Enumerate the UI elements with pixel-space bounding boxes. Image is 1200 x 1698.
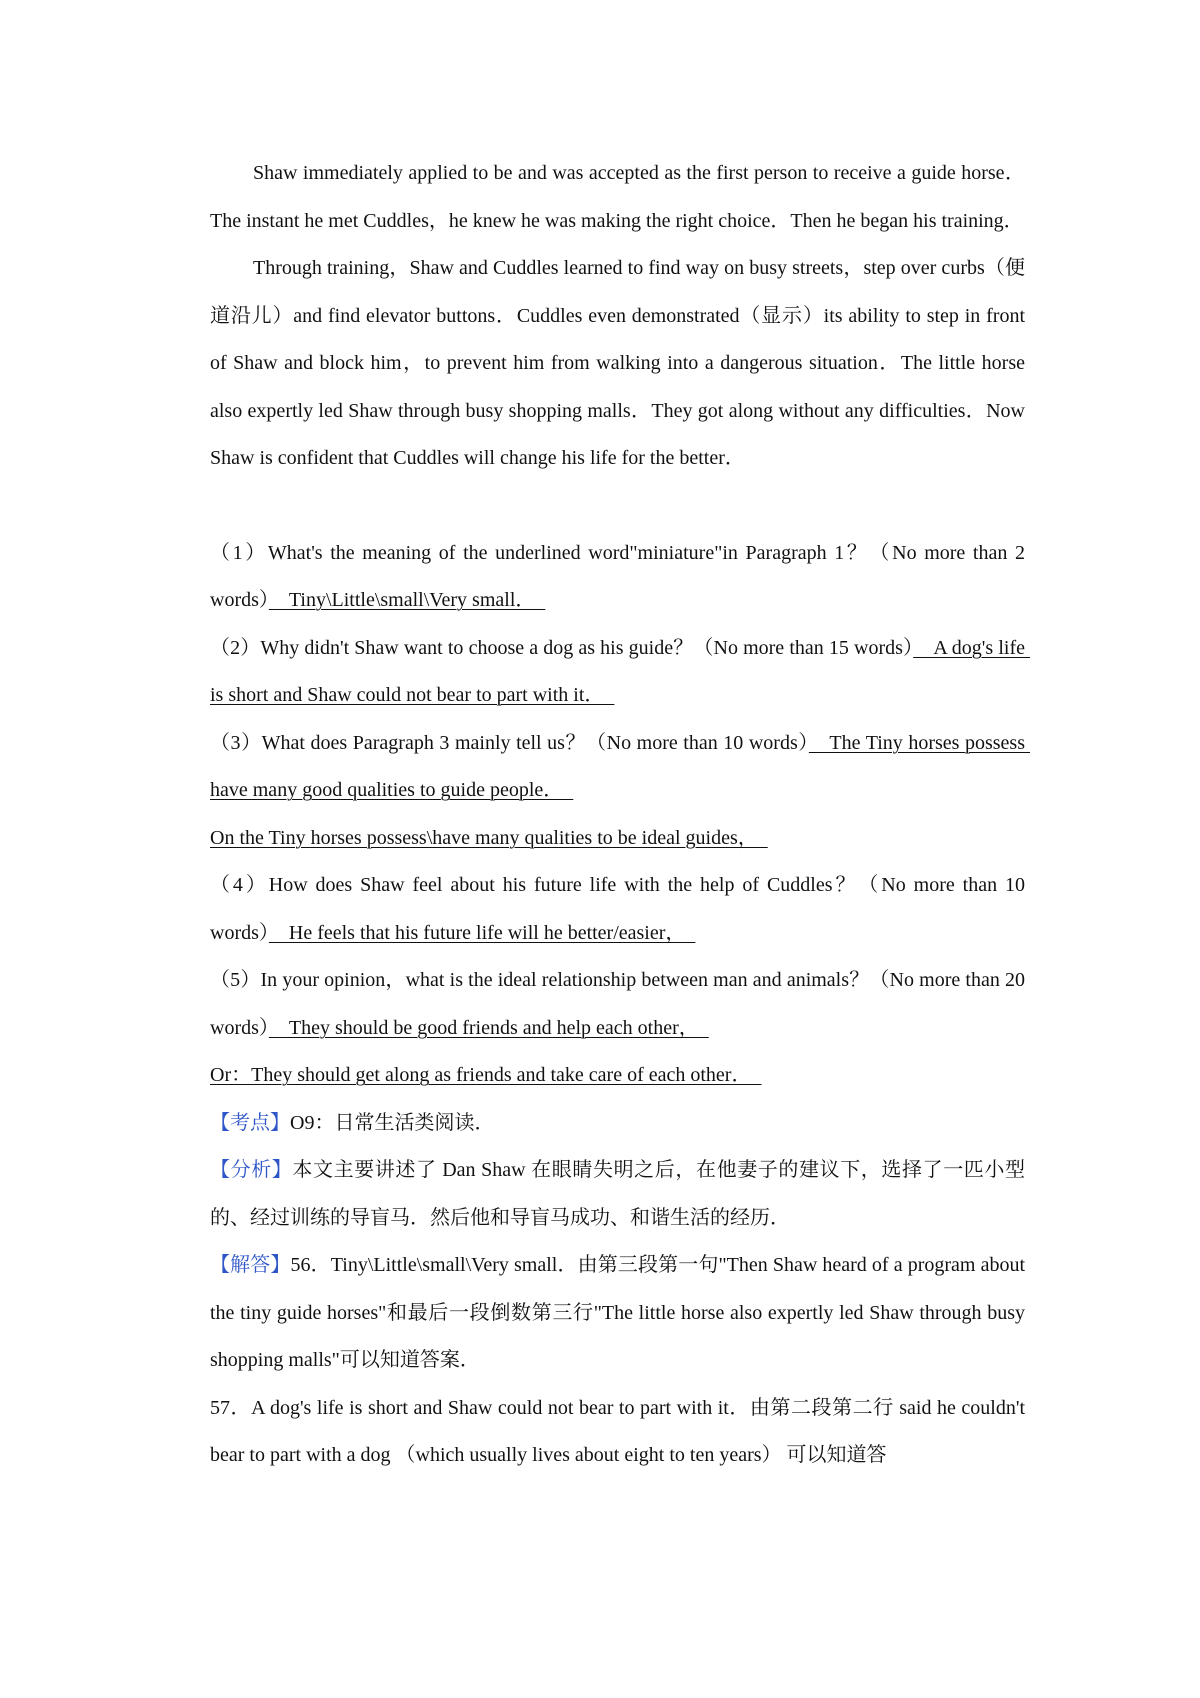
answer-57: 57．A dog's life is short and Shaw could not bear to part with it．由第二段第二行 said he couldn't bear to part with a dog （which usually lives about eight to ten years） 可以知道答 <box>210 1396 1025 1466</box>
answer-text: He feels that his future life will he better/easier， <box>268 921 696 944</box>
question-text: （2）Why didn't Shaw want to choose a dog as his guide？（No more than 15 words） <box>210 636 914 659</box>
fenxi-label: 【分析】 <box>210 1159 293 1181</box>
answer-text: The Tiny horses possess have many good qualities to guide people． <box>210 731 1030 801</box>
jieda-section <box>210 1242 1025 1385</box>
fenxi-text: 本文主要讲述了 Dan Shaw 在眼睛失明之后，在他妻子的建议下，选择了一匹小型的、经过训练的导盲马．然后他和导盲马成功、和谐生活的经历． <box>210 1159 1026 1229</box>
question-5-extra-answer <box>210 1052 1025 1100</box>
answer-text: A dog's life is short and Shaw could not bear to part with it． <box>210 636 1030 706</box>
question-1 <box>210 530 1025 625</box>
question-3 <box>210 720 1030 815</box>
jieda-text: 56．Tiny\Little\small\Very small．由第三段第一句"Then Shaw heard of a program about the tiny guide horses"和最后一段倒数第三行"The little horse also expertly led Shaw through busy shopping malls"可以知道答案． <box>210 1254 1026 1371</box>
answer-text: They should be good friends and help each other， <box>268 1016 709 1039</box>
question-text: （1）What's the meaning of the underlined word"miniature"in Paragraph 1？（No more than 2 words） <box>210 541 1025 611</box>
kaodian-text: O9：日常生活类阅读． <box>290 1111 495 1134</box>
kaodian-section <box>210 1100 1025 1148</box>
answer-text-extra: Or：They should get along as friends and take care of each other． <box>210 1064 762 1086</box>
question-text: （4）How does Shaw feel about his future life with the help of Cuddles？（No more than 10 words） <box>210 874 1025 944</box>
answer-text: Tiny\Little\small\Very small． <box>268 589 546 611</box>
paragraph-2: Through training，Shaw and Cuddles learned to find way on busy streets，step over curbs（便道沿儿）and find elevator buttons．Cuddles even demonstrated（显示）its ability to step in front of Shaw and block him，to prevent him from walking into a dangerous situation．The little horse also expertly led Shaw through busy shopping malls．They got along without any difficulties．Now Shaw is confident that Cuddles will change his life for the better． <box>210 257 1025 469</box>
answer-text-extra: On the Tiny horses possess\have many qualities to be ideal guides， <box>210 826 768 849</box>
question-text: （3）What does Paragraph 3 mainly tell us？（No more than 10 words） <box>210 731 809 754</box>
question-4 <box>210 862 1025 957</box>
fenxi-section <box>210 1147 1025 1242</box>
paragraph-1: Shaw immediately applied to be and was accepted as the first person to receive a guide horse．The instant he met Cuddles，he knew he was making the right choice．Then he began his training． <box>210 162 1025 232</box>
question-3-extra-answer <box>210 815 1025 863</box>
question-text: （5）In your opinion，what is the ideal relationship between man and animals？（No more than 20 words） <box>210 969 1025 1039</box>
question-5 <box>210 957 1025 1052</box>
section-gap <box>210 483 1025 530</box>
question-2 <box>210 625 1030 720</box>
jieda-label: 【解答】 <box>210 1254 291 1276</box>
document-page <box>210 150 1030 1480</box>
kaodian-label: 【考点】 <box>210 1111 290 1134</box>
